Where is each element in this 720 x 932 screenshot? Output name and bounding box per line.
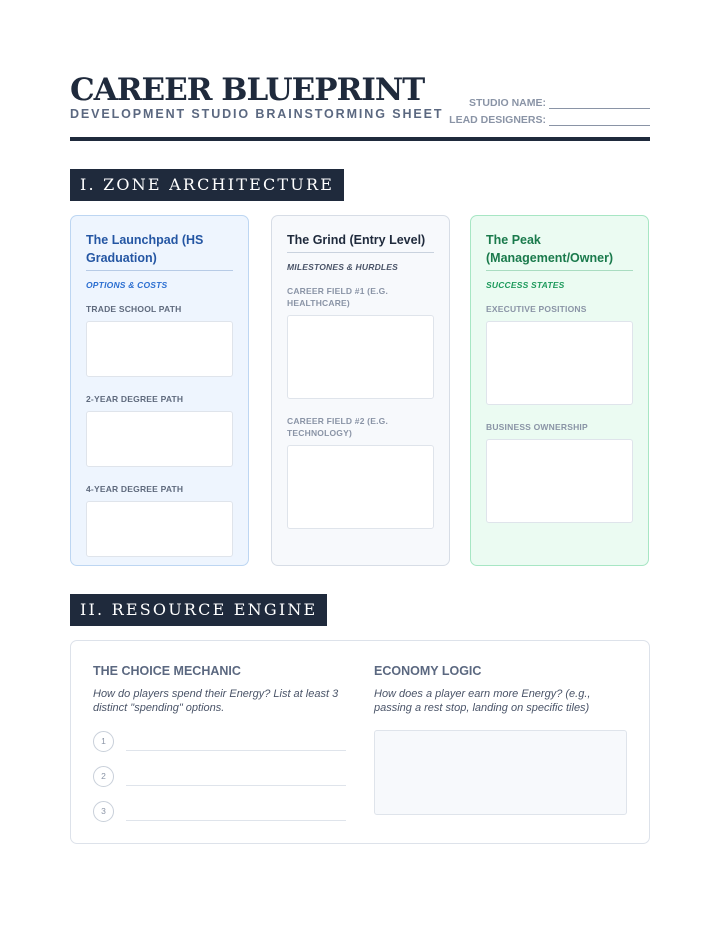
4-year-input[interactable] xyxy=(86,501,233,557)
header-rule xyxy=(70,137,650,141)
field-label-4-year: 4-YEAR DEGREE PATH xyxy=(86,484,184,494)
page-header xyxy=(70,72,650,142)
page-subtitle: DEVELOPMENT STUDIO BRAINSTORMING SHEET xyxy=(70,107,444,121)
card-launchpad xyxy=(70,215,249,566)
lead-designers-row xyxy=(449,109,650,126)
resource-engine-panel xyxy=(70,640,650,844)
choice-mechanic-prompt: How do players spend their Energy? List at least 3 distinct "spending" options. xyxy=(93,688,339,714)
card-grind xyxy=(271,215,450,566)
card-title: The Peak (Management/Owner) xyxy=(486,231,633,271)
economy-logic-title: ECONOMY LOGIC xyxy=(374,664,482,678)
field-label-trade-school: TRADE SCHOOL PATH xyxy=(86,304,182,314)
card-peak xyxy=(470,215,649,566)
card-title: The Launchpad (HS Graduation) xyxy=(86,231,233,271)
field-label-ownership: BUSINESS OWNERSHIP xyxy=(486,422,588,432)
trade-school-input[interactable] xyxy=(86,321,233,377)
economy-logic-input[interactable] xyxy=(374,730,627,815)
card-subtitle: SUCCESS STATES xyxy=(486,280,565,290)
field-label-career-1: CAREER FIELD #1 (E.G. HEALTHCARE) xyxy=(287,286,389,308)
choice-number-2: 2 xyxy=(93,766,114,787)
field-label-2-year: 2-YEAR DEGREE PATH xyxy=(86,394,184,404)
economy-logic-prompt: How does a player earn more Energy? (e.g., passing a rest stop, landing on specific tiles) xyxy=(374,688,591,714)
2-year-input[interactable] xyxy=(86,411,233,467)
studio-name-label: STUDIO NAME: xyxy=(469,97,546,109)
section-heading-zone-architecture: I. ZONE ARCHITECTURE xyxy=(70,169,344,201)
lead-designers-label: LEAD DESIGNERS: xyxy=(449,114,546,126)
choice-option-3-field[interactable] xyxy=(126,820,346,821)
studio-name-field[interactable] xyxy=(549,97,650,109)
field-label-career-2: CAREER FIELD #2 (E.G. TECHNOLOGY) xyxy=(287,416,389,438)
field-label-executive: EXECUTIVE POSITIONS xyxy=(486,304,587,314)
card-subtitle: MILESTONES & HURDLES xyxy=(287,262,399,272)
choice-mechanic-title: THE CHOICE MECHANIC xyxy=(93,664,241,678)
card-subtitle: OPTIONS & COSTS xyxy=(86,280,168,290)
business-ownership-input[interactable] xyxy=(486,439,633,523)
card-title: The Grind (Entry Level) xyxy=(287,231,434,253)
choice-number-1: 1 xyxy=(93,731,114,752)
choice-option-2-field[interactable] xyxy=(126,785,346,786)
studio-name-row xyxy=(449,92,650,109)
executive-positions-input[interactable] xyxy=(486,321,633,405)
lead-designers-field[interactable] xyxy=(549,114,650,126)
section-heading-resource-engine: II. RESOURCE ENGINE xyxy=(70,594,327,626)
choice-option-1-field[interactable] xyxy=(126,750,346,751)
page-title: CAREER BLUEPRINT xyxy=(70,72,425,108)
header-meta xyxy=(449,92,650,126)
choice-number-3: 3 xyxy=(93,801,114,822)
career-field-1-input[interactable] xyxy=(287,315,434,399)
career-field-2-input[interactable] xyxy=(287,445,434,529)
